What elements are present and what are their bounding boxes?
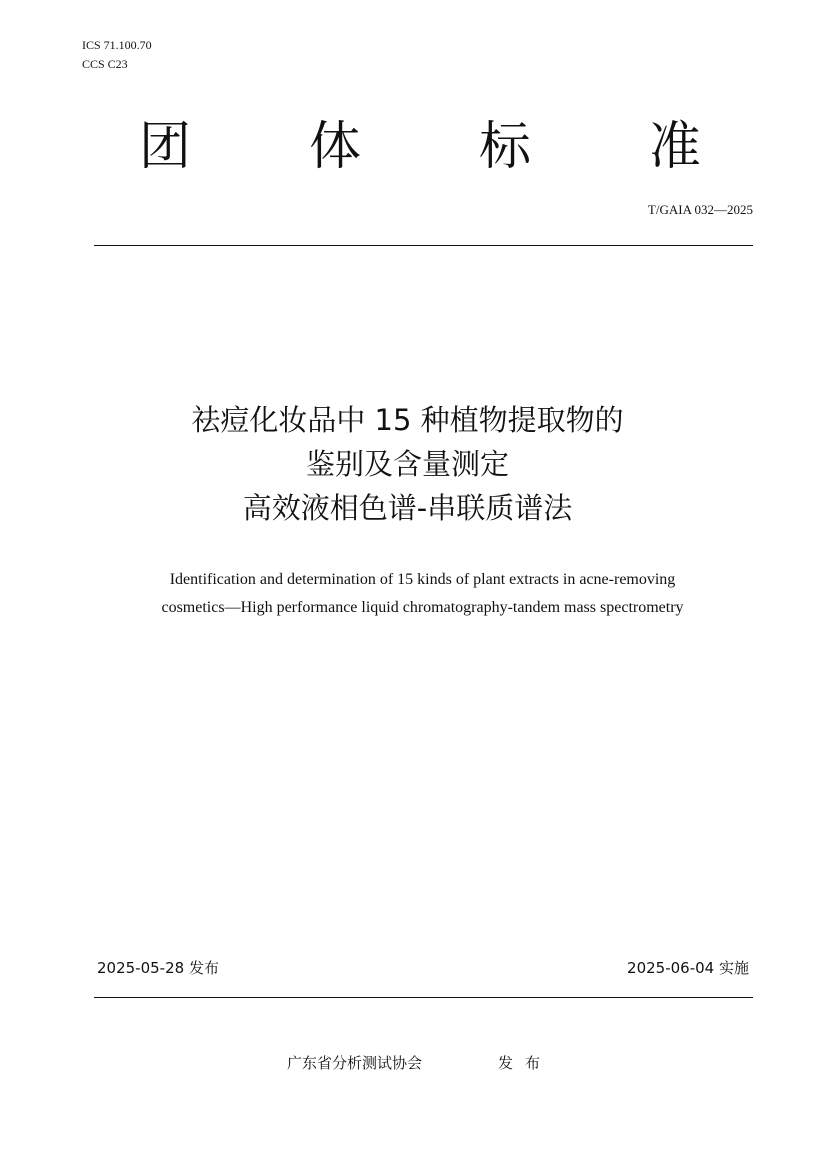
issue-date: 2025-05-28 发布	[97, 959, 219, 977]
english-title	[0, 566, 815, 622]
implementation-date: 2025-06-04 实施	[627, 959, 749, 977]
standard-type-char-2: 体	[308, 117, 361, 177]
standard-type-heading	[120, 112, 720, 182]
top-divider	[94, 245, 753, 246]
standard-type-char-4: 准	[648, 117, 701, 177]
chinese-title-line-1: 祛痘化妆品中 15 种植物提取物的	[191, 403, 624, 437]
english-title-line-2: cosmetics—High performance liquid chromatography-tandem mass spectrometry	[161, 599, 684, 616]
chinese-title-line-3: 高效液相色谱-串联质谱法	[242, 491, 573, 525]
bottom-divider	[94, 997, 753, 998]
standard-type-char-3: 标	[478, 117, 531, 177]
publisher-name: 广东省分析测试协会	[287, 1054, 423, 1072]
english-title-line-1: Identification and determination of 15 kinds of plant extracts in acne-removing	[169, 571, 676, 588]
standard-number: T/GAIA 032—2025	[647, 202, 753, 217]
publish-label: 发布	[498, 1054, 553, 1072]
chinese-title-line-2: 鉴别及含量测定	[305, 447, 509, 481]
standard-type-char-1: 团	[138, 117, 191, 177]
ics-code: ICS 71.100.70	[82, 38, 152, 52]
classification-codes	[82, 36, 152, 74]
chinese-title	[0, 398, 815, 530]
ccs-code: CCS C23	[82, 57, 128, 71]
